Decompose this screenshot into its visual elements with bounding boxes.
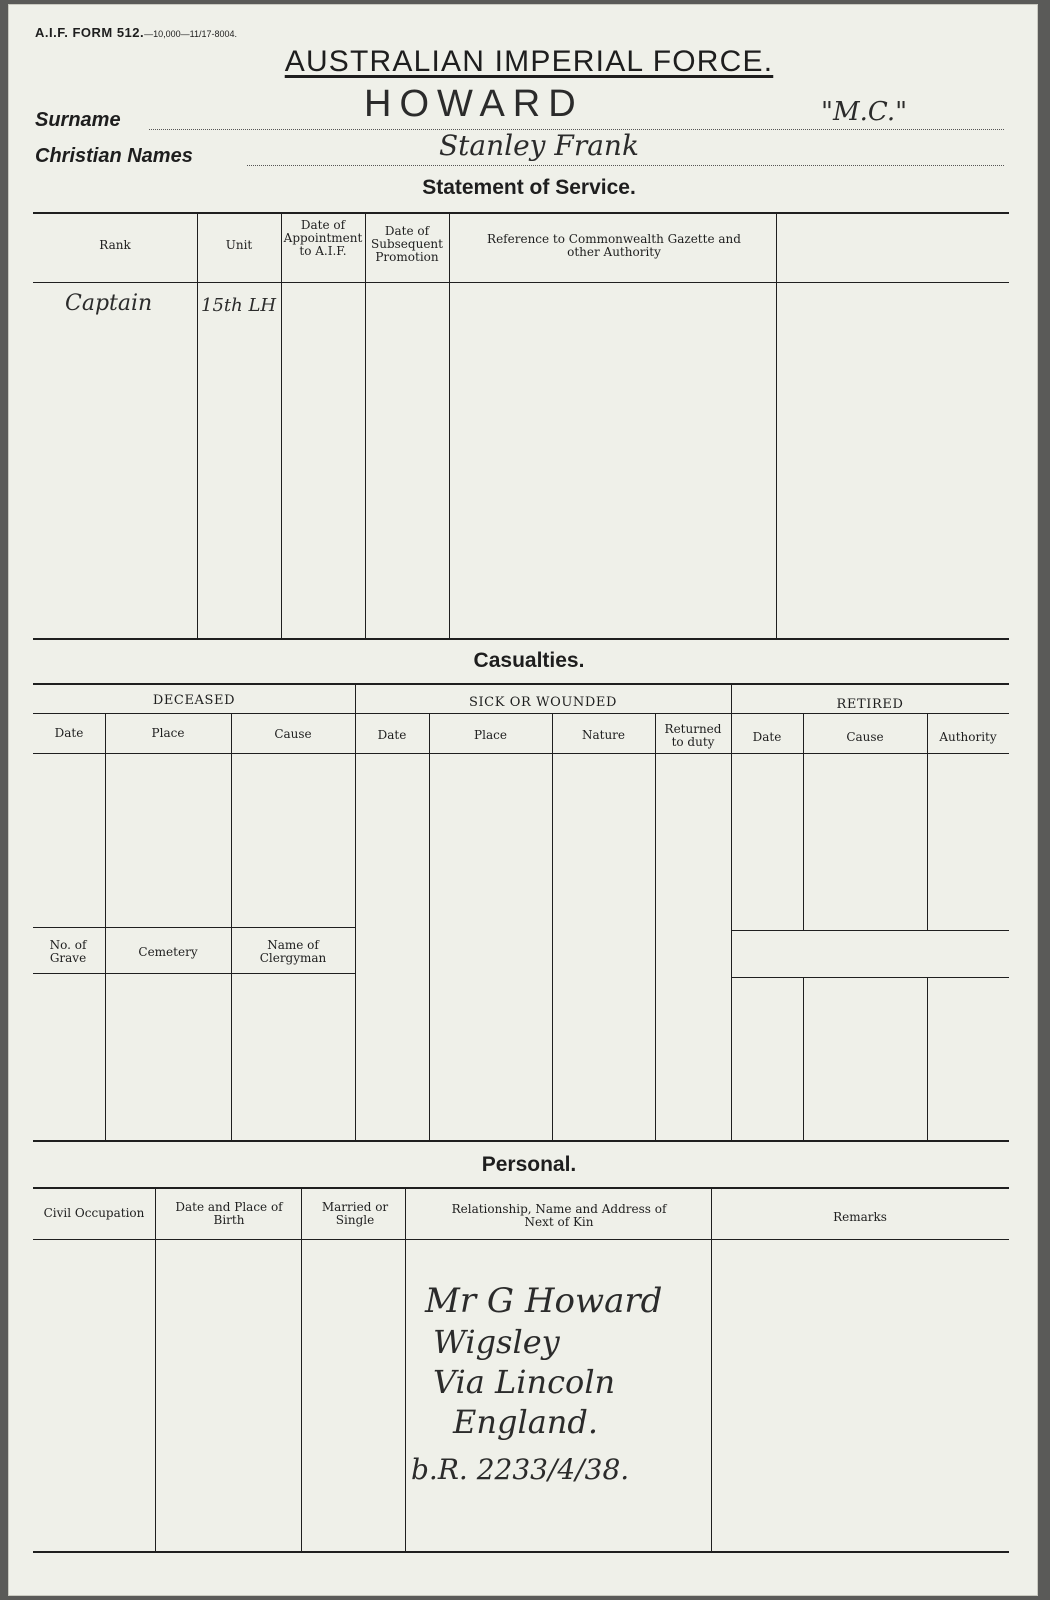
- header-promotion: Date of Subsequent Promotion: [371, 224, 443, 264]
- sick-label: SICK OR WOUNDED: [468, 695, 618, 710]
- sick-date: Date: [377, 728, 407, 742]
- personal-title: Personal.: [481, 1153, 577, 1176]
- header-appointment: Date of Appointment to A.I.F.: [283, 218, 363, 258]
- retired-authority: Authority: [939, 730, 997, 744]
- christian-names-line: [247, 165, 1004, 166]
- header-civil-occupation: Civil Occupation: [43, 1206, 145, 1220]
- header-next-of-kin: Relationship, Name and Address of Next of Kin: [451, 1202, 667, 1229]
- service-title: Statement of Service.: [422, 176, 636, 199]
- next-of-kin-address-1: Wigsley: [433, 1323, 560, 1361]
- clergyman: Name of Clergyman: [259, 938, 327, 965]
- service-record-form: [8, 4, 1038, 1596]
- print-info: —10,000—11/17-8004.: [144, 29, 238, 39]
- sick-place: Place: [474, 728, 507, 742]
- retired-cause: Cause: [846, 730, 884, 744]
- file-reference-note: b.R. 2233/4/38.: [411, 1453, 630, 1486]
- header-rank: Rank: [99, 238, 131, 252]
- header-gazette: Reference to Commonwealth Gazette and other Authority: [487, 232, 741, 259]
- deceased-place: Place: [151, 726, 185, 740]
- sick-returned: Returned to duty: [664, 722, 722, 749]
- christian-names-label: Christian Names: [35, 145, 193, 167]
- deceased-cause: Cause: [274, 727, 312, 741]
- retired-label: RETIRED: [836, 697, 904, 712]
- surname-value: HOWARD: [364, 83, 584, 125]
- deceased-date: Date: [54, 726, 84, 740]
- header-remarks: Remarks: [833, 1210, 887, 1224]
- honour-value: "M.C.": [821, 97, 908, 127]
- sick-nature: Nature: [581, 728, 626, 742]
- next-of-kin-name: Mr G Howard: [425, 1281, 663, 1321]
- header-unit: Unit: [225, 238, 253, 252]
- christian-names-value: Stanley Frank: [439, 129, 639, 162]
- deceased-label: DECEASED: [152, 693, 236, 708]
- surname-label: Surname: [35, 109, 121, 131]
- unit-value: 15th LH: [201, 295, 277, 316]
- form-title: AUSTRALIAN IMPERIAL FORCE.: [284, 45, 774, 78]
- rank-value: Captain: [65, 291, 153, 316]
- next-of-kin-address-2: Via Lincoln: [433, 1363, 616, 1401]
- header-birth: Date and Place of Birth: [175, 1200, 283, 1227]
- form-number: A.I.F. FORM 512.—10,000—11/17-8004.: [35, 25, 238, 40]
- cemetery: Cemetery: [138, 945, 198, 959]
- next-of-kin-address-3: England.: [453, 1403, 599, 1441]
- header-married: Married or Single: [321, 1200, 389, 1227]
- retired-date: Date: [752, 730, 782, 744]
- grave-number: No. of Grave: [49, 938, 87, 965]
- casualties-title: Casualties.: [473, 649, 585, 672]
